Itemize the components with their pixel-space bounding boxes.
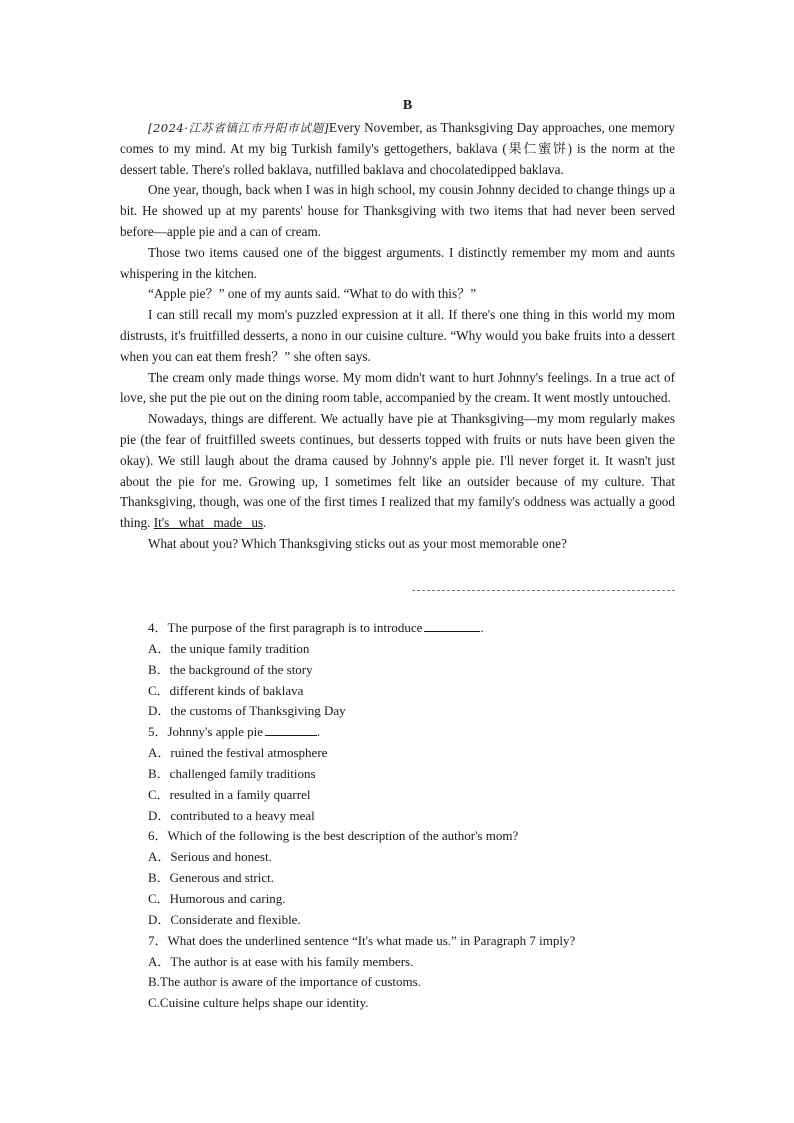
paragraph-2: One year, though, back when I was in high school, my cousin Johnny decided to change things up a bit. He showed up at my parents' house for Thanksgiving with two items that had never been served before—apple pie and a can of cream. <box>120 182 675 239</box>
answer-blank[interactable] <box>265 723 317 736</box>
paragraph-5: I can still recall my mom's puzzled expression at it all. If there's one thing in this world my mom distrusts, it's fruitfilled desserts, a nono in our cuisine culture. “Why would you bake fruits into a dessert when you can eat them fresh？” she often says. <box>120 307 675 364</box>
option-c[interactable]: C．resulted in a family quarrel <box>148 786 311 802</box>
option-b[interactable]: B．Generous and strict. <box>148 870 275 886</box>
divider-dashed <box>412 590 675 591</box>
question-stem <box>148 722 675 743</box>
paragraph-1-text: Every November, as Thanksgiving Day approaches, one memory comes to my mind. At my big Turkish family's gettogethers, baklava (果仁蜜饼) is the norm at the dessert table. There's rolled baklava, nutfilled baklava and chocolatedipped baklava. <box>120 120 675 177</box>
option-c[interactable]: C．different kinds of baklava <box>148 682 304 698</box>
option-d[interactable]: D．Considerate and flexible. <box>148 911 301 927</box>
paragraph-4: “Apple pie？” one of my aunts said. “What to do with this？” <box>148 286 477 302</box>
question-stem <box>148 618 675 639</box>
question-6 <box>148 826 675 930</box>
underlined-sentence: It's what made us <box>153 515 264 531</box>
option-c[interactable]: C．Humorous and caring. <box>148 890 286 906</box>
option-c[interactable]: C.Cuisine culture helps shape our identity. <box>148 995 369 1011</box>
option-d[interactable]: D．the customs of Thanksgiving Day <box>148 703 346 719</box>
paragraph-7-end: . <box>263 515 267 531</box>
option-a[interactable]: A．The author is at ease with his family members. <box>148 953 414 969</box>
paragraph-1 <box>120 118 675 180</box>
section-title: B <box>402 98 413 113</box>
question-7 <box>148 931 675 1014</box>
question-stem-end: . <box>317 724 321 740</box>
question-stem-text: 5．Johnny's apple pie <box>148 724 263 740</box>
question-4 <box>148 618 675 722</box>
paragraph-7-text: Nowadays, things are different. We actually have pie at Thanksgiving—my mom regularly makes pie (the fear of fruitfilled sweets continues, but desserts topped with fruits or nuts have been given the okay). We still laugh about the drama caused by Johnny's apple pie. I'll never forget it. It wasn't just about the pie for me. Growing up, I sometimes felt like an outsider because of my culture. That Thanksgiving, though, was one of the first times I realized that my family's oddness was actually a good thing. <box>120 411 675 531</box>
question-5 <box>148 722 675 826</box>
question-stem-end: . <box>480 620 484 635</box>
paragraph-6: The cream only made things worse. My mom didn't want to hurt Johnny's feelings. In a true act of love, she put the pie out on the dining room table, accompanied by the cream. It went mostly untouched. <box>120 369 675 406</box>
paragraph-7 <box>120 409 675 534</box>
paragraph-8: What about you? Which Thanksgiving sticks out as your most memorable one? <box>148 535 567 551</box>
option-d[interactable]: D．contributed to a heavy meal <box>148 807 315 823</box>
option-a[interactable]: A．ruined the festival atmosphere <box>148 745 328 761</box>
reading-passage <box>120 118 675 555</box>
option-b[interactable]: B．challenged family traditions <box>148 765 316 781</box>
question-stem-text: 4．The purpose of the first paragraph is to introduce <box>148 620 423 635</box>
question-stem: 6．Which of the following is the best description of the author's mom? <box>148 828 519 844</box>
question-stem: 7．What does the underlined sentence “It's what made us.” in Paragraph 7 imply? <box>148 932 576 948</box>
option-b[interactable]: B.The author is aware of the importance of customs. <box>148 974 421 990</box>
option-a[interactable]: A．the unique family tradition <box>148 640 310 656</box>
option-a[interactable]: A．Serious and honest. <box>148 849 272 865</box>
answer-blank[interactable] <box>424 619 480 632</box>
questions-section <box>148 618 675 1014</box>
paragraph-3: Those two items caused one of the biggest arguments. I distinctly remember my mom and aunts whispering in the kitchen. <box>120 244 675 281</box>
option-b[interactable]: B．the background of the story <box>148 661 313 677</box>
source-tag: [2024·江苏省镇江市丹阳市试题] <box>148 121 330 135</box>
